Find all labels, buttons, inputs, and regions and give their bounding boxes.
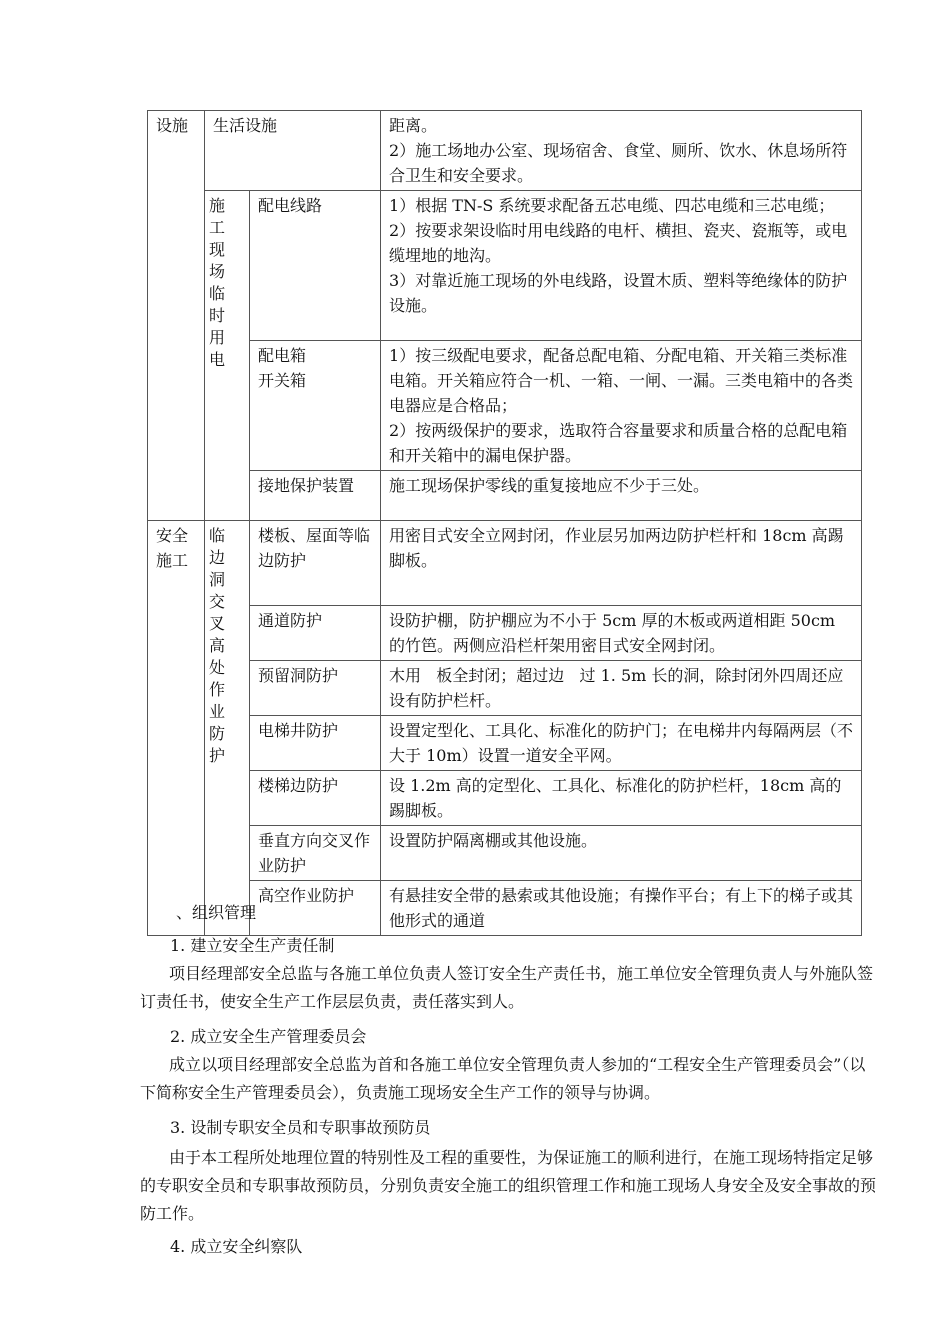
desc-cell — [381, 606, 862, 661]
desc-cell — [381, 771, 862, 826]
desc-line: 设防护棚，防护棚应为不小于 5cm 厚的木板或两道相距 50cm 的竹笆。两侧应沿栏杆架用密目式安全网封闭。 — [389, 611, 841, 655]
table-row — [148, 606, 862, 661]
group-cell-safety — [148, 521, 205, 936]
desc-line: 设 1.2m 高的定型化、工具化、标准化的防护栏杆，18cm 高的踢脚板。 — [389, 776, 842, 820]
table-row — [148, 661, 862, 716]
category-cell: 预留洞防护 — [250, 661, 381, 716]
table-row — [148, 771, 862, 826]
sub-cell-living: 生活设施 — [205, 111, 381, 191]
category-cell: 楼梯边防护 — [250, 771, 381, 826]
group-cell-facilities: 设施 — [148, 111, 205, 521]
item-title: 3. 设制专职安全员和专职事故预防员 — [170, 1118, 431, 1137]
desc-line: 木用 板全封闭；超过边 过 1. 5m 长的洞，除封闭外四周还应设有防护栏杆。 — [389, 666, 844, 710]
desc-line: 3）对靠近施工现场的外电线路，设置木质、塑料等绝缘体的防护设施。 — [389, 271, 848, 315]
category-cell — [250, 341, 381, 471]
item-paragraph: 成立以项目经理部安全总监为首和各施工单位安全管理负责人参加的“工程安全生产管理委员会”（以下简称安全生产管理委员会），负责施工现场安全生产工作的领导与协调。 — [140, 1055, 866, 1102]
desc-line: 设置定型化、工具化、标准化的防护门；在电梯井内每隔两层（不大于 10m）设置一道安全平网。 — [389, 721, 854, 765]
desc-cell — [381, 881, 862, 936]
category-text: 配电箱 开关箱 — [258, 346, 307, 390]
table-row — [148, 471, 862, 521]
vertical-label-power — [205, 191, 250, 521]
desc-line: 有悬挂安全带的悬索或其他设施；有操作平台；有上下的梯子或其他形式的通道 — [389, 886, 854, 930]
desc-cell — [381, 191, 862, 341]
desc-cell — [381, 661, 862, 716]
item-title: 2. 成立安全生产管理委员会 — [170, 1027, 367, 1046]
desc-cell — [381, 111, 862, 191]
safety-facilities-table — [147, 110, 862, 936]
table-row — [148, 716, 862, 771]
desc-line: 2）按两级保护的要求，选取符合容量要求和质量合格的总配电箱和开关箱中的漏电保护器。 — [389, 421, 848, 465]
category-cell: 电梯井防护 — [250, 716, 381, 771]
item-paragraph: 由于本工程所处地理位置的特别性及工程的重要性，为保证施工的顺利进行，在施工现场特指定足够的专职安全员和专职事故预防员，分别负责安全施工的组织管理工作和施工现场人身安全及安全事故的预防工作。 — [140, 1148, 877, 1223]
category-cell: 垂直方向交叉作业防护 — [250, 826, 381, 881]
desc-line: 用密目式安全立网封闭，作业层另加两边防护栏杆和 18cm 高踢脚板。 — [389, 526, 844, 570]
table-row — [148, 341, 862, 471]
table-row — [148, 111, 862, 191]
vertical-label-protection — [205, 521, 250, 936]
desc-line: 距离。 — [389, 116, 438, 135]
desc-line: 1）按三级配电要求，配备总配电箱、分配电箱、开关箱三类标准电箱。开关箱应符合一机、一箱、一闸、一漏。三类电箱中的各类电器应是合格品； — [389, 346, 854, 415]
desc-cell — [381, 341, 862, 471]
table-row — [148, 191, 862, 341]
category-cell: 楼板、屋面等临边防护 — [250, 521, 381, 606]
table-row — [148, 521, 862, 606]
section-heading: 、组织管理 — [176, 903, 257, 922]
desc-cell — [381, 826, 862, 881]
category-cell: 高空作业防护 — [250, 881, 381, 936]
desc-line: 2）按要求架设临时用电线路的电杆、横担、瓷夹、瓷瓶等，或电缆埋地的地沟。 — [389, 221, 848, 265]
desc-line: 设置防护隔离棚或其他设施。 — [389, 831, 598, 850]
category-cell: 通道防护 — [250, 606, 381, 661]
desc-cell — [381, 716, 862, 771]
desc-line: 2）施工场地办公室、现场宿舍、食堂、厕所、饮水、休息场所符合卫生和安全要求。 — [389, 141, 848, 185]
item-title: 1. 建立安全生产责任制 — [170, 936, 335, 955]
item-title: 4. 成立安全纠察队 — [170, 1237, 303, 1256]
group-text: 安全 施工 — [156, 526, 189, 570]
vertical-text: 施工现场临时用电 — [209, 196, 226, 369]
category-cell: 配电线路 — [250, 191, 381, 341]
table-row — [148, 826, 862, 881]
category-cell: 接地保护装置 — [250, 471, 381, 521]
desc-line: 1）根据 TN-S 系统要求配备五芯电缆、四芯电缆和三芯电缆； — [389, 196, 835, 215]
desc-line: 施工现场保护零线的重复接地应不少于三处。 — [389, 476, 710, 495]
desc-cell — [381, 521, 862, 606]
desc-cell — [381, 471, 862, 521]
item-paragraph: 项目经理部安全总监与各施工单位负责人签订安全生产责任书，施工单位安全管理负责人与外施队签订责任书，使安全生产工作层层负责，责任落实到人。 — [140, 964, 874, 1011]
vertical-text: 临边洞交叉高处作业防护 — [209, 526, 226, 765]
